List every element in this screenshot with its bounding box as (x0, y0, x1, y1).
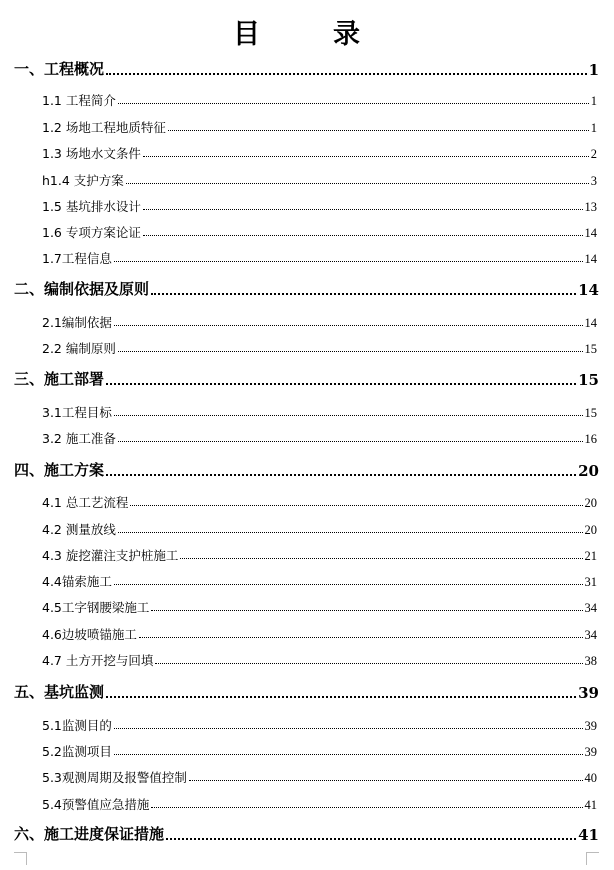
toc-leader (155, 663, 582, 664)
toc-page-number: 38 (584, 654, 597, 668)
toc-label: 三、施工部署 (14, 370, 105, 388)
toc-leader (151, 610, 582, 611)
toc-leader (143, 156, 589, 157)
toc-label: 五、基坑监测 (14, 683, 105, 701)
toc-leader (118, 103, 589, 104)
toc-label: 4.3 旋挖灌注支护桩施工 (42, 548, 179, 563)
toc-section-2[interactable] (14, 277, 599, 299)
toc-section-5[interactable] (14, 680, 599, 702)
toc-page-number: 13 (584, 200, 597, 214)
toc-label: 四、施工方案 (14, 461, 105, 479)
toc-item-4-6[interactable] (42, 625, 597, 643)
toc-page-number: 3 (590, 174, 597, 188)
toc-leader (189, 780, 583, 781)
toc-leader (114, 261, 583, 262)
toc-page-number: 2 (590, 147, 597, 161)
toc-label: 4.5工字钢腰梁施工 (42, 600, 150, 615)
toc-section-6[interactable] (14, 822, 599, 844)
toc-page-number: 16 (584, 432, 597, 446)
toc-leader (126, 183, 589, 184)
toc-leader (168, 130, 589, 131)
toc-item-3-1[interactable] (42, 403, 597, 421)
toc-section-3[interactable] (14, 367, 599, 389)
toc-leader (114, 325, 583, 326)
toc-label: 4.7 土方开挖与回填 (42, 653, 154, 668)
toc-item-1-1[interactable] (42, 91, 597, 109)
toc-leader (114, 415, 583, 416)
page-corner-mark-left (14, 852, 27, 865)
toc-leader (143, 235, 583, 236)
toc-page-number: 40 (584, 771, 597, 785)
page-corner-mark-right (586, 852, 599, 865)
toc-label: 六、施工进度保证措施 (14, 825, 165, 843)
toc-page-number: 41 (584, 798, 597, 812)
toc-leader (180, 558, 582, 559)
toc-item-5-2[interactable] (42, 742, 597, 760)
toc-item-1-5[interactable] (42, 197, 597, 215)
toc-item-1-7[interactable] (42, 249, 597, 267)
toc-page-number: 41 (578, 826, 599, 844)
toc-item-1-6[interactable] (42, 223, 597, 241)
toc-leader (106, 474, 576, 476)
toc-label: 3.1工程目标 (42, 405, 112, 420)
toc-page-number: 34 (584, 601, 597, 615)
toc-leader (139, 637, 583, 638)
toc-leader (106, 696, 576, 698)
toc-label: 二、编制依据及原则 (14, 280, 150, 298)
toc-leader (114, 754, 583, 755)
toc-item-4-2[interactable] (42, 520, 597, 538)
toc-item-4-5[interactable] (42, 598, 597, 616)
toc-section-4[interactable] (14, 458, 599, 480)
toc-page-number: 1 (590, 94, 597, 108)
toc-page-number: 15 (584, 342, 597, 356)
toc-label: 1.1 工程简介 (42, 93, 116, 108)
toc-item-5-3[interactable] (42, 768, 597, 786)
toc-leader (114, 728, 583, 729)
toc-item-4-7[interactable] (42, 651, 597, 669)
page-title-left-char: 目 (233, 19, 260, 50)
toc-page-number: 1 (588, 61, 599, 79)
toc-page-number: 14 (584, 226, 597, 240)
toc-page-number: 21 (584, 549, 597, 563)
toc-label: 4.6边坡喷锚施工 (42, 627, 137, 642)
toc-label: 1.6 专项方案论证 (42, 225, 141, 240)
toc-page-number: 31 (584, 575, 597, 589)
toc-label: 1.7工程信息 (42, 251, 112, 266)
toc-label: 2.2 编制原则 (42, 341, 116, 356)
toc-item-1-3[interactable] (42, 144, 597, 162)
toc-leader (151, 293, 576, 295)
toc-page-number: 20 (584, 523, 597, 537)
toc-item-1-2[interactable] (42, 118, 597, 136)
toc-leader (106, 73, 587, 75)
toc-label: h1.4 支护方案 (42, 173, 124, 188)
toc-label: 1.5 基坑排水设计 (42, 199, 141, 214)
toc-label: 3.2 施工准备 (42, 431, 116, 446)
toc-item-4-4[interactable] (42, 572, 597, 590)
toc-page-number: 20 (584, 496, 597, 510)
toc-leader (118, 351, 583, 352)
toc-label: 4.1 总工艺流程 (42, 495, 129, 510)
toc-label: 1.2 场地工程地质特征 (42, 120, 166, 135)
toc-leader (118, 441, 583, 442)
toc-page-number: 39 (584, 745, 597, 759)
toc-leader (151, 807, 582, 808)
toc-label: 一、工程概况 (14, 60, 105, 78)
toc-page-number: 39 (584, 719, 597, 733)
toc-item-2-1[interactable] (42, 313, 597, 331)
toc-leader (118, 532, 583, 533)
toc-label: 2.1编制依据 (42, 315, 112, 330)
toc-item-2-2[interactable] (42, 339, 597, 357)
toc-item-4-1[interactable] (42, 493, 597, 511)
toc-label: 5.4预警值应急措施 (42, 797, 150, 812)
toc-label: 4.2 测量放线 (42, 522, 116, 537)
toc-page-number: 15 (584, 406, 597, 420)
toc-label: 5.2监测项目 (42, 744, 112, 759)
toc-item-1-4[interactable] (42, 171, 597, 189)
toc-item-5-1[interactable] (42, 716, 597, 734)
toc-label: 1.3 场地水文条件 (42, 146, 141, 161)
toc-page-number: 20 (578, 462, 599, 480)
toc-label: 5.1监测目的 (42, 718, 112, 733)
page-title-right-char: 录 (333, 19, 360, 50)
toc-section-1[interactable] (14, 57, 599, 79)
toc-leader (106, 383, 576, 385)
toc-page-number: 34 (584, 628, 597, 642)
page-title (0, 12, 614, 48)
toc-page-number: 1 (590, 121, 597, 135)
toc-page-number: 14 (578, 281, 599, 299)
toc-page-number: 39 (578, 684, 599, 702)
toc-label: 4.4锚索施工 (42, 574, 112, 589)
toc-page-number: 15 (578, 371, 599, 389)
toc-leader (166, 838, 576, 840)
toc-leader (143, 209, 583, 210)
toc-page-number: 14 (584, 252, 597, 266)
toc-leader (114, 584, 583, 585)
toc-page-number: 14 (584, 316, 597, 330)
toc-leader (130, 505, 582, 506)
toc-item-4-3[interactable] (42, 546, 597, 564)
toc-item-5-4[interactable] (42, 795, 597, 813)
toc-label: 5.3观测周期及报警值控制 (42, 770, 187, 785)
toc-item-3-2[interactable] (42, 429, 597, 447)
